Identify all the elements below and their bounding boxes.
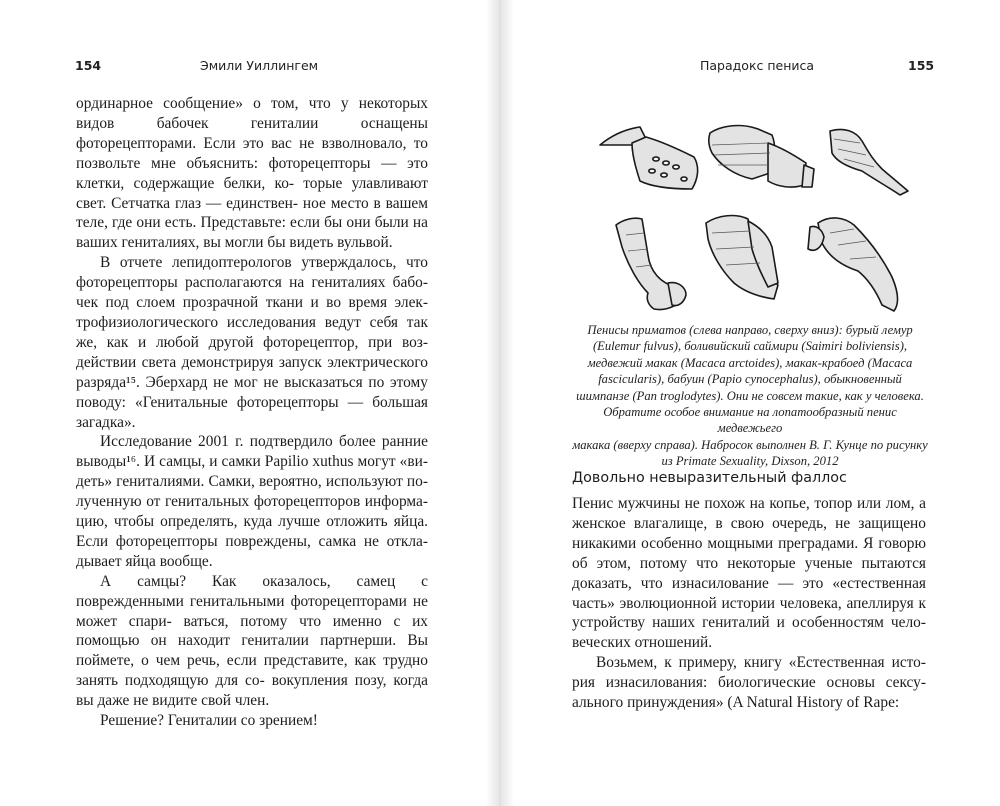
chimpanzee-penis-drawing: [808, 218, 898, 311]
section-heading: Довольно невыразительный фаллос: [572, 470, 847, 486]
page-number: 154: [75, 58, 102, 73]
paragraph: Решение? Гениталии со зрением!: [100, 712, 318, 730]
paragraph: ординарное сообщение» о том, что у некоторых видов бабочек гениталии оснащены фоторецепторами. Если это вас не взволновало, то позвольте мне объяснить: фоторецепторы — это клетки, содержащие белки, ко- торые улавливают свет. Сетчатка глаз — единствен- ное место в вашем теле, где они есть. Представьте: если бы они были на ваших гениталиях, вы могли бы видеть вульвой.: [76, 95, 428, 252]
body-text: [572, 494, 926, 713]
lemur-penis-drawing: [600, 127, 698, 189]
paragraph: А самцы? Как оказалось, самец с поврежденными генитальными фоторецепторами не может спари- ваться, потому что именно с их помощью он находит гениталии партнерши. Вы поймете, о чем речь, если представите, как трудно занять подходящую для со- вокупления позу, когда вы даже не видите свой член.: [76, 572, 428, 710]
baboon-penis-drawing: [706, 216, 778, 299]
macaca-fascicularis-penis-drawing: [616, 218, 686, 309]
figure-caption: Пенисы приматов (слева направо, сверху вниз): бурый лемур (Eulemur fulvus), боливийский саймири (Saimiri boliviensis), медвежий макак (Macaca arctoides), макак-крабоед (Macaca fascicularis), бабуин (Papio cynocephalus), обыкновенный шимпанзе (Pan troglodytes). Они не совсем такие, как у человека. Обратите особое внимание на лопатообразный пенис медвежьего макака (вверху справа). Набросок выполнен В. Г. Кунце по рисунку из Primate Sexuality, Dixson, 2012: [572, 323, 928, 469]
page-number: 155: [908, 58, 935, 73]
paragraph: Исследование 2001 г. подтвердило более ранние выводы¹⁶. И самцы, и самки Papilio xuthus могут «ви- деть» гениталиями. Самки, вероятно, используют по- лученную от генитальных фоторецепторов информа- цию, чтобы определять, куда лучше отложить яйца. Если фоторецепторы повреждены, самка не откла- дывает яйца вообще.: [76, 433, 428, 570]
saimiri-penis-drawing: [709, 126, 814, 188]
paragraph: В отчете лепидоптерологов утверждалось, что фоторецепторы располагаются на гениталиях бабо- чек под слоем прозрачной ткани и во время элек- трофизиологического исследования ведут себя так же, как и любой другой фоторецептор, при воз- действии света демонстрируя запуск электрического разряда¹⁵. Эберхард не мог не высказаться по этому поводу: «Генитальные фоторецепторы — большая загадка».: [76, 254, 428, 431]
running-head-title: Парадокс пениса: [700, 58, 815, 73]
primate-penis-illustration: [582, 115, 927, 315]
paragraph: Возьмем, к примеру, книгу «Естественная исто- рия изнасилования: биологические основы сексу- ального принуждения» (A Natural History of Rape:: [572, 654, 926, 712]
right-page: [500, 0, 1000, 806]
running-head-author: Эмили Уиллингем: [200, 58, 319, 73]
paragraph: Пенис мужчины не похож на копье, топор или лом, а женское влагалище, в свою очередь, не защищено никакими особенно мощными преградами. Я говорю об этом, потому что некоторые ученые пытаются доказать, что изнасилование — это «естественная часть» эволюционной истории человека, апеллируя к устройству наших гениталий и особенностям чело- веческих отношений.: [572, 495, 926, 652]
body-text: [76, 94, 428, 731]
macaca-arctoides-penis-drawing: [830, 129, 908, 195]
